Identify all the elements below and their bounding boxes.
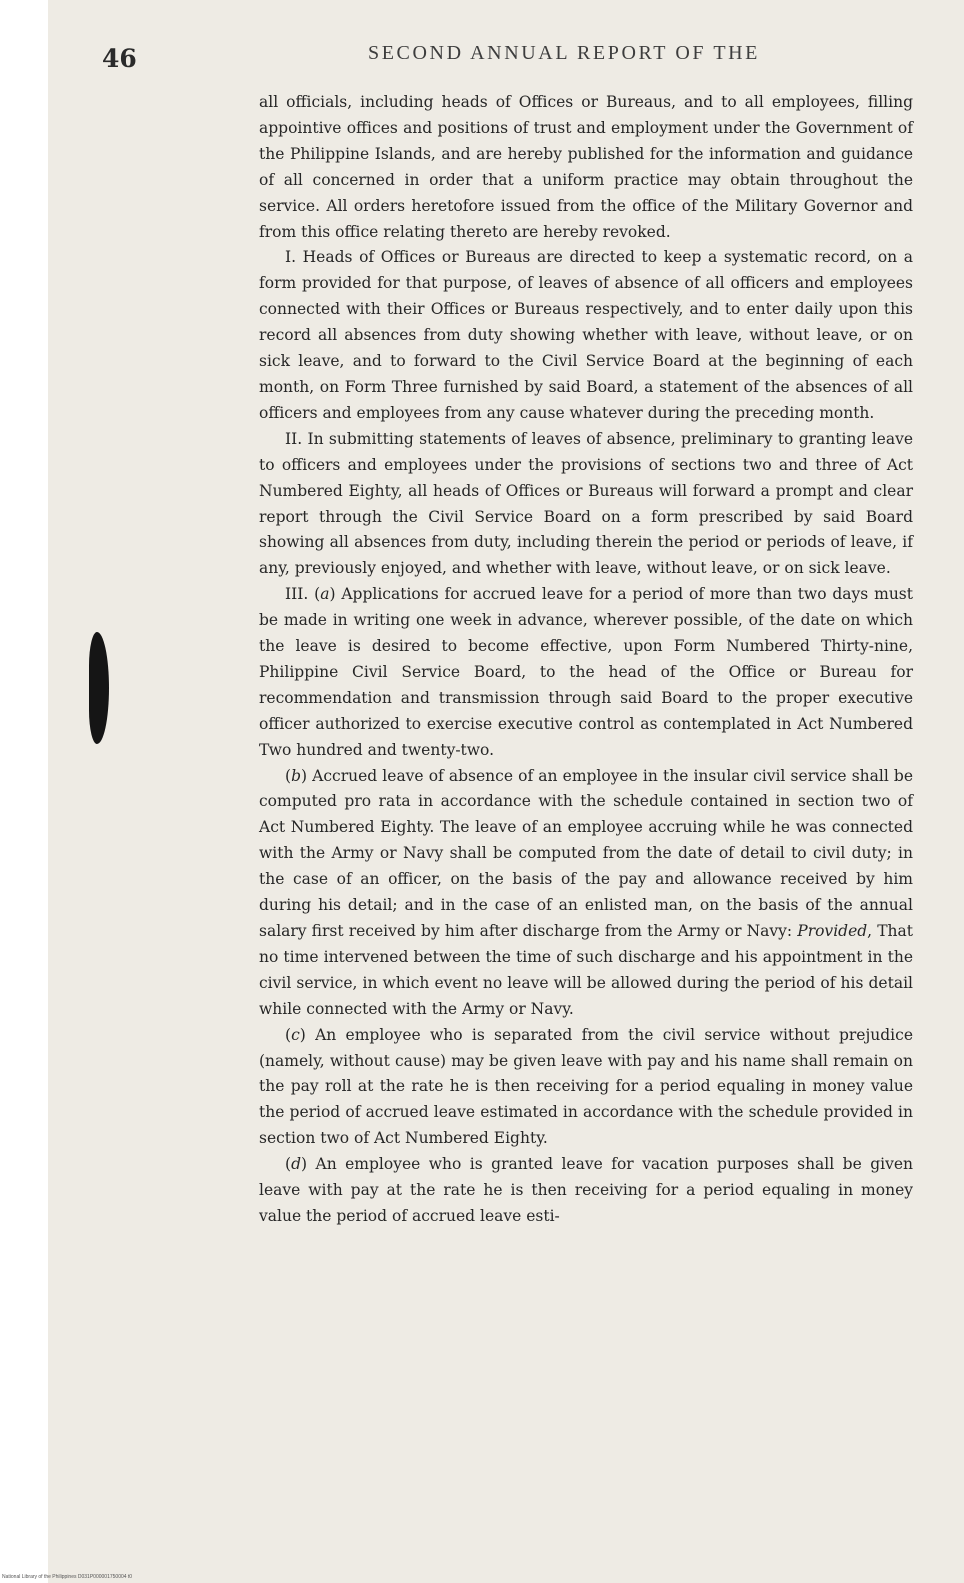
clause-text-b2: , That no time intervened between the time of such discharge and his appointment in the civil service, in which event no leave will be allowed during the period of his detail while connected with the Army or Navy. <box>259 922 913 1018</box>
clause-text-c: ) An employee who is separated from the civil service without prejudice (namely, without cause) may be given leave with pay and his name shall remain on the pay roll at the rate he is then receiving for a period equaling in money value the period of accrued leave estimated in accordance with the schedule provided in section two of Act Numbered Eighty. <box>259 1025 913 1148</box>
paragraph-clause-b <box>259 764 913 1023</box>
document-page <box>48 0 964 1583</box>
body-text <box>259 90 913 1230</box>
paragraph-clause-d <box>259 1152 913 1230</box>
scan-credit: National Library of the Philippines D031P000001750004 t0 <box>2 1574 133 1580</box>
page-number: 46 <box>102 44 137 73</box>
clause-text-b1: ) Accrued leave of absence of an employee in the insular civil service shall be computed pro rata in accordance with the schedule contained in section two of Act Numbered Eighty. The leave of an employee accruing while he was connected with the Army or Navy shall be computed from the date of detail to civil duty; in the case of an officer, on the basis of the pay and allowance received by him during his detail; and in the case of an enlisted man, on the basis of the annual salary first received by him after discharge from the Army or Navy: <box>259 766 913 940</box>
clause-lead: ( <box>285 766 292 785</box>
provided-keyword: Provided <box>797 922 868 940</box>
clause-lead: ( <box>285 1025 292 1044</box>
binding-shadow <box>89 632 109 744</box>
paragraph-section-1: I. Heads of Offices or Bureaus are directed to keep a systematic record, on a form provided for that purpose, of leaves of absence of all officers and employees connected with their Offices or Bureaus respectively, and to enter daily upon this record all absences from duty showing whether with leave, without leave, or on sick leave, and to forward to the Civil Service Board at the beginning of each month, on Form Three furnished by said Board, a statement of the absences of all officers and employees from any cause whatever during the preceding month. <box>259 248 913 422</box>
running-head: SECOND ANNUAL REPORT OF THE <box>368 42 760 64</box>
clause-label-c: c <box>291 1025 300 1044</box>
paragraph-intro: all officials, including heads of Offices or Bureaus, and to all employees, filling appointive offices and positions of trust and employment under the Government of the Philippine Islands, and are hereby published for the information and guidance of all concerned in order that a uniform practice may obtain throughout the service. All orders heretofore issued from the office of the Military Governor and from this office relating thereto are hereby revoked. <box>259 93 913 241</box>
paragraph-clause-c <box>259 1023 913 1153</box>
paragraph-section-2: II. In submitting statements of leaves of absence, preliminary to granting leave to officers and employees under the provisions of sections two and three of Act Numbered Eighty, all heads of Offices or Bureaus will forward a prompt and clear report through the Civil Service Board on a form prescribed by said Board showing all absences from duty, including therein the period or periods of leave, if any, previously enjoyed, and whether with leave, without leave, or on sick leave. <box>259 429 913 578</box>
clause-label-d: d <box>291 1155 301 1174</box>
clause-text-a: ) Applications for accrued leave for a period of more than two days must be made in writing one week in advance, wherever possible, of the date on which the leave is desired to become effective, upon Form Numbered Thirty-nine, Philippine Civil Service Board, to the head of the Office or Bureau for recommendation and transmission through said Board to the proper executive officer authorized to exercise executive control as contemplated in Act Numbered Two hundred and twenty-two. <box>259 585 913 759</box>
paragraph-section-3a <box>259 582 913 763</box>
section-lead: III. ( <box>285 585 321 604</box>
clause-label-a: a <box>320 585 330 604</box>
clause-lead: ( <box>285 1155 292 1174</box>
clause-text-d: ) An employee who is granted leave for vacation purposes shall be given leave with pay at the rate he is then receiving for a period equaling in money value the period of accrued leave esti- <box>259 1155 913 1225</box>
clause-label-b: b <box>291 766 301 785</box>
